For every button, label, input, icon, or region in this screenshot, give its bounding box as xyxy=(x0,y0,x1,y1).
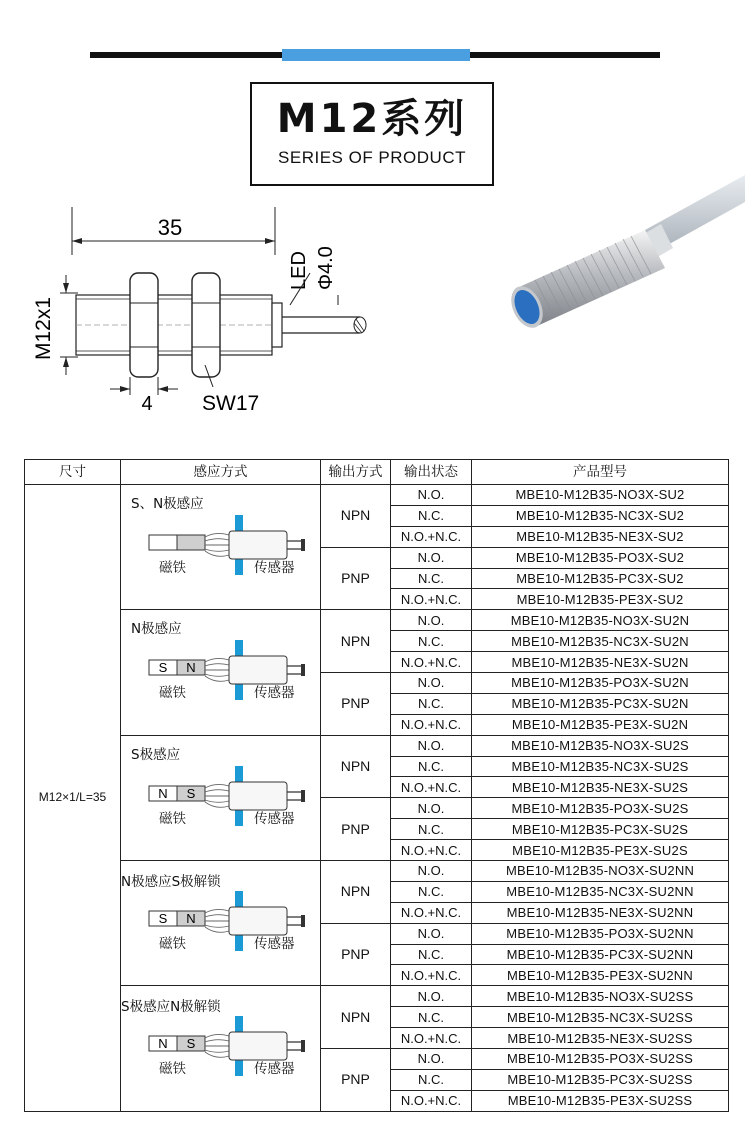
model-cell: MBE10-M12B35-PE3X-SU2S xyxy=(472,840,729,861)
output-state-cell: N.O.+N.C. xyxy=(391,714,472,735)
model-cell: MBE10-M12B35-NO3X-SU2N xyxy=(472,610,729,631)
magnet-sensor-icon xyxy=(121,986,319,1104)
model-cell: MBE10-M12B35-PO3X-SU2NN xyxy=(472,923,729,944)
model-cell: MBE10-M12B35-PO3X-SU2SS xyxy=(472,1049,729,1070)
model-cell: MBE10-M12B35-NE3X-SU2SS xyxy=(472,1028,729,1049)
output-state-cell: N.C. xyxy=(391,568,472,589)
led-label: LED xyxy=(288,251,310,290)
header-rule-accent xyxy=(282,49,470,61)
magnet-caption: 磁铁 xyxy=(159,1061,186,1078)
magnet-pole-right: N xyxy=(186,911,196,927)
sensing-mode-label: N极感应S极解锁 xyxy=(121,874,221,891)
output-state-cell: N.O.+N.C. xyxy=(391,902,472,923)
table-row xyxy=(25,861,729,882)
output-state-cell: N.C. xyxy=(391,944,472,965)
size-cell: M12×1/L=35 xyxy=(25,485,121,1112)
output-state-cell: N.C. xyxy=(391,881,472,902)
sensing-mode-label: S极感应N极解锁 xyxy=(121,999,221,1016)
sensing-mode-cell xyxy=(121,986,321,1111)
output-state-cell: N.C. xyxy=(391,505,472,526)
output-state-cell: N.O. xyxy=(391,485,472,506)
model-cell: MBE10-M12B35-PC3X-SU2N xyxy=(472,693,729,714)
output-state-cell: N.O.+N.C. xyxy=(391,652,472,673)
output-state-cell: N.C. xyxy=(391,756,472,777)
sensing-mode-label: N极感应 xyxy=(131,621,182,638)
model-cell: MBE10-M12B35-PC3X-SU2NN xyxy=(472,944,729,965)
header-model: 产品型号 xyxy=(472,460,729,485)
magnet-pole-left: S xyxy=(158,660,168,676)
magnet-caption: 磁铁 xyxy=(159,936,186,953)
sensor-caption: 传感器 xyxy=(254,560,295,576)
sensing-diagram xyxy=(121,986,319,1104)
output-state-cell: N.O. xyxy=(391,861,472,882)
model-cell: MBE10-M12B35-NE3X-SU2NN xyxy=(472,902,729,923)
sensor-caption: 传感器 xyxy=(254,936,295,953)
magnet-pole-right: S xyxy=(186,785,196,801)
model-cell: MBE10-M12B35-PC3X-SU2S xyxy=(472,819,729,840)
output-state-cell: N.O.+N.C. xyxy=(391,526,472,547)
output-state-cell: N.O. xyxy=(391,798,472,819)
dim-length: 35 xyxy=(157,215,183,240)
model-cell: MBE10-M12B35-NE3X-SU2 xyxy=(472,526,729,547)
output-type-cell: PNP xyxy=(321,1049,391,1112)
model-cell: MBE10-M12B35-NO3X-SU2NN xyxy=(472,861,729,882)
sensing-mode-cell xyxy=(121,861,321,986)
output-state-cell: N.O.+N.C. xyxy=(391,589,472,610)
title-box xyxy=(250,82,494,186)
sensing-mode-cell xyxy=(121,735,321,860)
dim-nut-width: 4 xyxy=(141,393,153,415)
cable-diameter-label: Φ4.0 xyxy=(315,246,337,290)
spec-table xyxy=(24,459,729,1112)
output-state-cell: N.C. xyxy=(391,1007,472,1028)
magnet-caption: 磁铁 xyxy=(159,560,186,576)
output-state-cell: N.O.+N.C. xyxy=(391,777,472,798)
sensing-diagram xyxy=(121,861,319,979)
magnet-caption: 磁铁 xyxy=(159,685,186,702)
dimension-drawing xyxy=(20,195,380,425)
sensor-caption: 传感器 xyxy=(254,685,295,702)
output-type-cell: PNP xyxy=(321,547,391,610)
output-state-cell: N.O. xyxy=(391,923,472,944)
model-cell: MBE10-M12B35-PE3X-SU2N xyxy=(472,714,729,735)
header-sensing-mode: 感应方式 xyxy=(121,460,321,485)
magnet-pole-left: N xyxy=(158,785,168,801)
sensor-caption: 传感器 xyxy=(254,1061,295,1078)
sensing-diagram xyxy=(121,485,319,603)
page-title: M12系列 xyxy=(276,96,468,142)
output-state-cell: N.O.+N.C. xyxy=(391,965,472,986)
magnet-pole-right: N xyxy=(186,660,196,676)
magnet-sensor-icon xyxy=(121,736,319,854)
output-state-cell: N.C. xyxy=(391,1069,472,1090)
output-state-cell: N.O. xyxy=(391,547,472,568)
output-type-cell: NPN xyxy=(321,485,391,548)
output-state-cell: N.O.+N.C. xyxy=(391,1028,472,1049)
model-cell: MBE10-M12B35-PE3X-SU2NN xyxy=(472,965,729,986)
output-state-cell: N.O. xyxy=(391,610,472,631)
output-state-cell: N.C. xyxy=(391,819,472,840)
output-state-cell: N.O. xyxy=(391,986,472,1007)
sensing-mode-cell xyxy=(121,485,321,610)
model-cell: MBE10-M12B35-NO3X-SU2SS xyxy=(472,986,729,1007)
table-row xyxy=(25,735,729,756)
output-type-cell: PNP xyxy=(321,923,391,986)
magnet-pole-left: N xyxy=(158,1036,168,1052)
model-cell: MBE10-M12B35-PE3X-SU2 xyxy=(472,589,729,610)
magnet-pole-right: S xyxy=(186,1036,196,1052)
model-cell: MBE10-M12B35-NE3X-SU2S xyxy=(472,777,729,798)
output-type-cell: NPN xyxy=(321,610,391,673)
model-cell: MBE10-M12B35-PO3X-SU2 xyxy=(472,547,729,568)
output-type-cell: NPN xyxy=(321,861,391,924)
header-size: 尺寸 xyxy=(25,460,121,485)
magnet-sensor-icon xyxy=(121,610,319,728)
model-cell: MBE10-M12B35-NC3X-SU2S xyxy=(472,756,729,777)
magnet-sensor-icon xyxy=(121,861,319,979)
sensing-mode-label: S、N极感应 xyxy=(131,496,204,512)
magnet-sensor-icon xyxy=(121,485,319,603)
model-cell: MBE10-M12B35-NO3X-SU2 xyxy=(472,485,729,506)
model-cell: MBE10-M12B35-PO3X-SU2N xyxy=(472,673,729,694)
output-state-cell: N.O. xyxy=(391,735,472,756)
dim-thread: M12x1 xyxy=(32,296,55,360)
header-output-state: 输出状态 xyxy=(391,460,472,485)
output-state-cell: N.O. xyxy=(391,1049,472,1070)
output-state-cell: N.C. xyxy=(391,693,472,714)
dim-wrench: SW17 xyxy=(202,392,260,415)
header-output-type: 输出方式 xyxy=(321,460,391,485)
product-photo xyxy=(495,160,745,360)
model-cell: MBE10-M12B35-NC3X-SU2SS xyxy=(472,1007,729,1028)
output-type-cell: NPN xyxy=(321,986,391,1049)
model-cell: MBE10-M12B35-PC3X-SU2SS xyxy=(472,1069,729,1090)
output-state-cell: N.C. xyxy=(391,631,472,652)
output-type-cell: PNP xyxy=(321,673,391,736)
model-cell: MBE10-M12B35-NE3X-SU2N xyxy=(472,652,729,673)
model-cell: MBE10-M12B35-PC3X-SU2 xyxy=(472,568,729,589)
sensing-mode-cell xyxy=(121,610,321,735)
sensing-diagram xyxy=(121,736,319,854)
model-cell: MBE10-M12B35-PO3X-SU2S xyxy=(472,798,729,819)
model-cell: MBE10-M12B35-NC3X-SU2N xyxy=(472,631,729,652)
output-type-cell: NPN xyxy=(321,735,391,798)
output-state-cell: N.O.+N.C. xyxy=(391,840,472,861)
model-cell: MBE10-M12B35-NC3X-SU2NN xyxy=(472,881,729,902)
table-row xyxy=(25,485,729,506)
magnet-caption: 磁铁 xyxy=(159,810,186,827)
table-row xyxy=(25,986,729,1007)
page-subtitle: SERIES OF PRODUCT xyxy=(278,148,466,167)
table-row xyxy=(25,610,729,631)
sensing-diagram xyxy=(121,610,319,728)
output-state-cell: N.O.+N.C. xyxy=(391,1090,472,1111)
model-cell: MBE10-M12B35-NC3X-SU2 xyxy=(472,505,729,526)
model-cell: MBE10-M12B35-NO3X-SU2S xyxy=(472,735,729,756)
table-header-row xyxy=(25,460,729,485)
magnet-pole-left: S xyxy=(158,911,168,927)
output-state-cell: N.O. xyxy=(391,673,472,694)
output-type-cell: PNP xyxy=(321,798,391,861)
sensing-mode-label: S极感应 xyxy=(131,746,181,763)
sensor-caption: 传感器 xyxy=(254,810,295,827)
model-cell: MBE10-M12B35-PE3X-SU2SS xyxy=(472,1090,729,1111)
